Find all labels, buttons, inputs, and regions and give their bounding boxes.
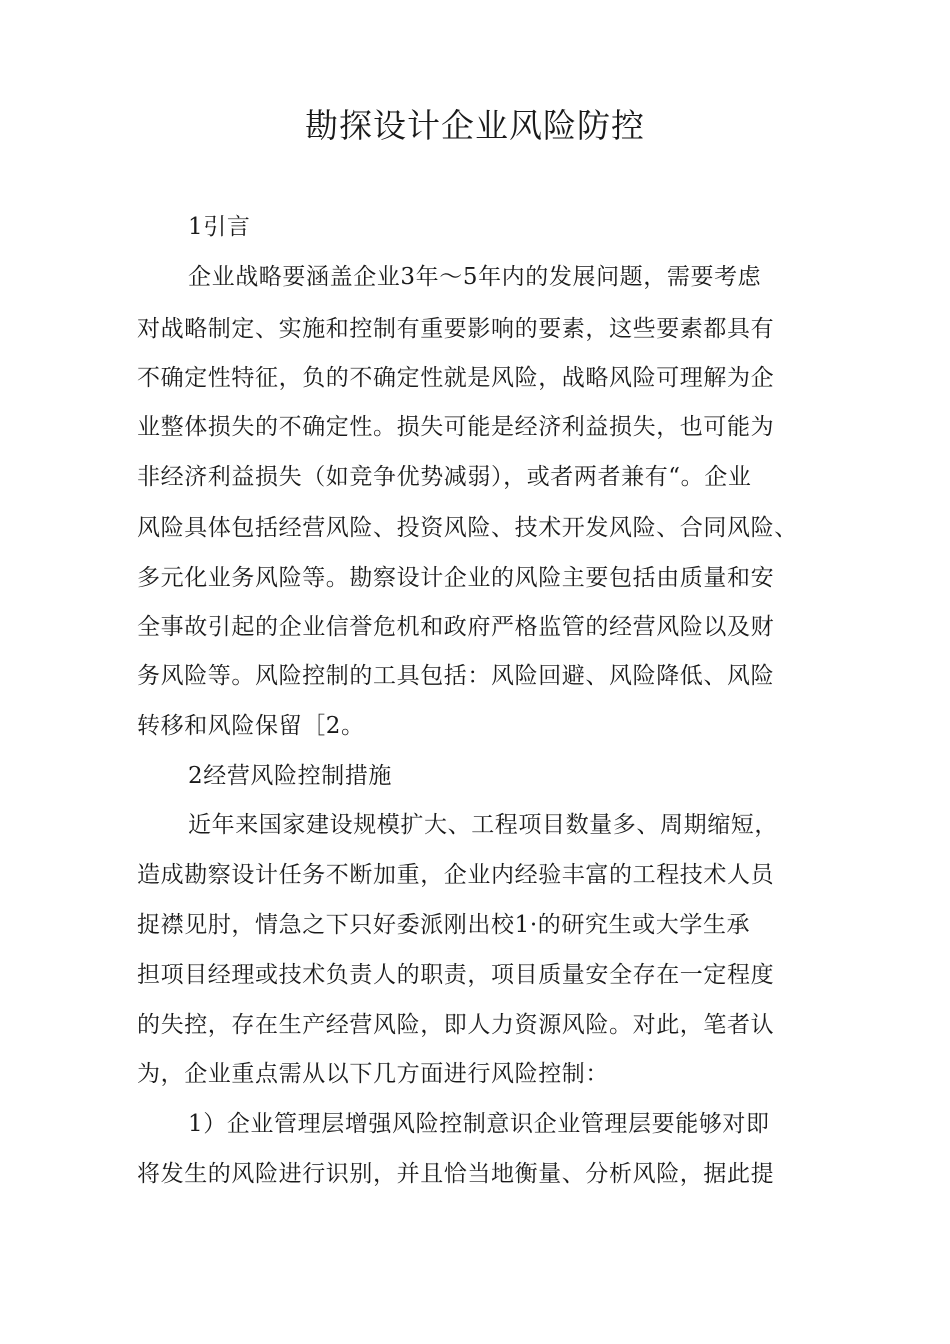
section-heading-introduction: 1引言	[188, 214, 251, 240]
paragraph-line: 为，企业重点需从以下几方面进行风险控制：	[137, 1061, 609, 1087]
paragraph-line: 业整体损失的不确定性。损失可能是经济利益损失，也可能为	[137, 414, 775, 440]
paragraph-line: 造成勘察设计任务不断加重，企业内经验丰富的工程技术人员	[137, 862, 775, 888]
paragraph-line: 不确定性特征，负的不确定性就是风险，战略风险可理解为企	[137, 365, 775, 391]
paragraph-line: 捉襟见肘，情急之下只好委派刚出校1·的研究生或大学生承	[137, 912, 751, 938]
paragraph-line: 非经济利益损失（如竞争优势减弱），或者两者兼有“。企业	[137, 464, 752, 490]
paragraph-line: 担项目经理或技术负责人的职责，项目质量安全存在一定程度	[137, 962, 775, 988]
paragraph-line: 企业战略要涵盖企业3年～5年内的发展问题，需要考虑	[188, 264, 762, 290]
paragraph-line: 对战略制定、实施和控制有重要影响的要素，这些要素都具有	[137, 316, 775, 342]
section-heading-operating-risk: 2经营风险控制措施	[188, 763, 393, 789]
paragraph-line: 风险具体包括经营风险、投资风险、技术开发风险、合同风险、	[137, 515, 798, 541]
paragraph-line: 全事故引起的企业信誉危机和政府严格监管的经营风险以及财	[137, 614, 775, 640]
paragraph-line: 近年来国家建设规模扩大、工程项目数量多、周期缩短，	[188, 812, 778, 838]
document-title: 勘探设计企业风险防控	[305, 106, 645, 145]
paragraph-line: 转移和风险保留［2。	[137, 713, 365, 739]
paragraph-line: 将发生的风险进行识别，并且恰当地衡量、分析风险，据此提	[137, 1161, 775, 1187]
paragraph-line: 务风险等。风险控制的工具包括：风险回避、风险降低、风险	[137, 663, 775, 689]
paragraph-line: 多元化业务风险等。勘察设计企业的风险主要包括由质量和安	[137, 565, 775, 591]
paragraph-line: 的失控，存在生产经营风险，即人力资源风险。对此，笔者认	[137, 1012, 775, 1038]
list-item-heading: 1）企业管理层增强风险控制意识企业管理层要能够对即	[188, 1111, 770, 1137]
